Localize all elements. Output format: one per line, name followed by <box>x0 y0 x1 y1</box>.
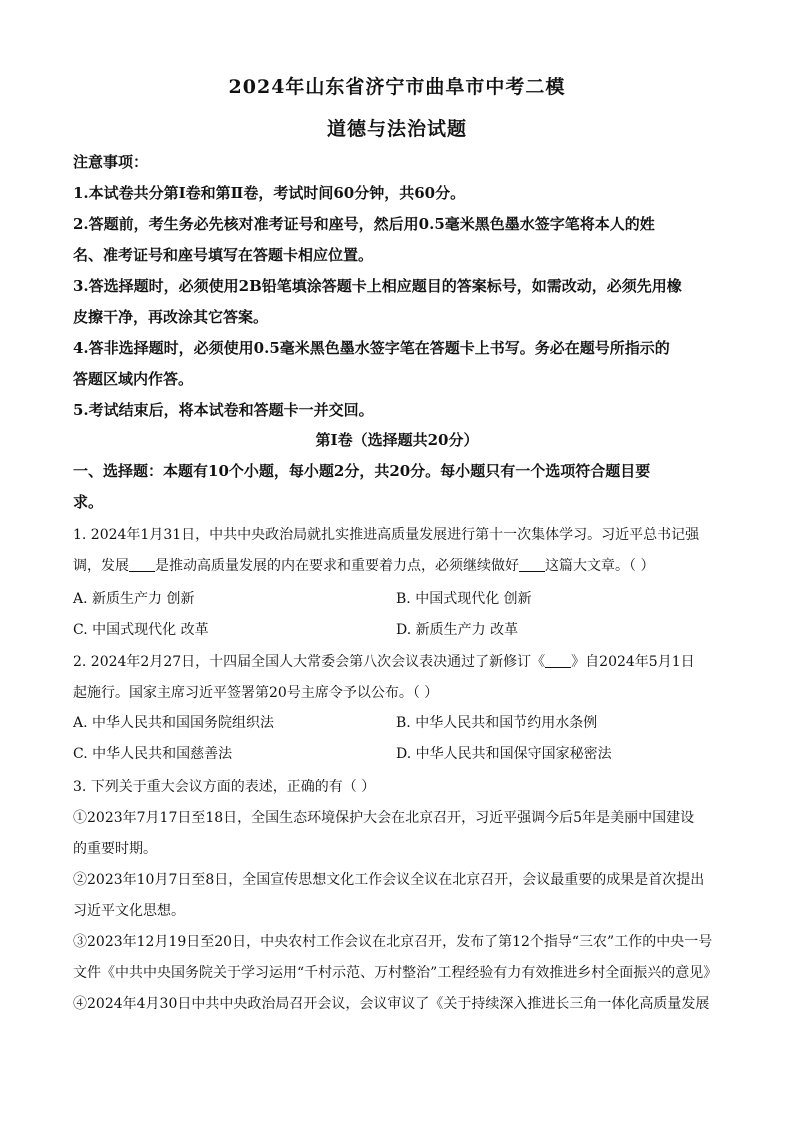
q2-option-c: C. 中华人民共和国慈善法 <box>73 746 233 762</box>
section-instruction: 一、选择题：本题有10个小题，每小题2分，共20分。每小题只有一个选项符合题目要 <box>73 462 651 480</box>
q1-option-c: C. 中国式现代化 改革 <box>73 622 209 638</box>
note-line: 1.本试卷共分第Ⅰ卷和第Ⅱ卷，考试时间60分钟，共60分。 <box>73 184 466 202</box>
q1-option-b: B. 中国式现代化 创新 <box>396 591 532 607</box>
q1-option-a: A. 新质生产力 创新 <box>73 591 195 607</box>
q3-item: ②2023年10月7日至8日，全国宣传思想文化工作会议全议在北京召开，会议最重要的成果是首次提出 <box>73 872 705 888</box>
exam-subtitle: 道德与法治试题 <box>326 118 467 140</box>
q3-item: 习近平文化思想。 <box>73 903 185 919</box>
q3-stem: 3. 下列关于重大会议方面的表述，正确的有（ ） <box>73 779 376 795</box>
section-instruction-end: 求。 <box>73 493 104 511</box>
q1-stem-part: 这篇大文章。（ ） <box>545 558 655 574</box>
q1-stem-part: 是推动高质量发展的内在要求和重要着力点，必须继续做好 <box>155 558 519 574</box>
q1-stem-line2 <box>73 555 733 575</box>
q2-stem-line1 <box>73 651 733 671</box>
note-line: 答题区域内作答。 <box>73 370 194 388</box>
q3-item: 文件《中共中央国务院关于学习运用“千村示范、万村整治”工程经验有力有效推进乡村全面振兴的意见》 <box>73 965 718 981</box>
note-line: 2.答题前，考生务必先核对准考证号和座号，然后用0.5毫米黑色墨水签字笔将本人的姓 <box>73 215 655 233</box>
note-line: 皮擦干净，再改涂其它答案。 <box>73 308 269 326</box>
exam-title: 2024年山东省济宁市曲阜市中考二模 <box>228 76 566 98</box>
q3-item: ③2023年12月19日至20日，中央农村工作会议在北京召开，发布了第12个指导“三农”工作的中央一号 <box>73 934 713 950</box>
q2-stem-part: 2. 2024年2月27日，十四届全国人大常委会第八次会议表决通过了新修订《 <box>73 654 546 670</box>
note-line: 5.考试结束后，将本试卷和答题卡一并交回。 <box>73 401 374 419</box>
answer-blank <box>129 557 155 572</box>
note-line: 名、准考证号和座号填写在答题卡相应位置。 <box>73 246 374 264</box>
q2-option-b: B. 中华人民共和国节约用水条例 <box>396 715 598 731</box>
q3-item: ④2024年4月30日中共中央政治局召开会议，会议审议了《关于持续深入推进长三角一体化高质量发展 <box>73 996 710 1012</box>
section-title: 第Ⅰ卷（选择题共20分） <box>315 431 479 449</box>
q2-stem-part: 》自2024年5月1日 <box>571 654 695 670</box>
q2-option-a: A. 中华人民共和国国务院组织法 <box>73 715 275 731</box>
q3-item: ①2023年7月17日至18日，全国生态环境保护大会在北京召开，习近平强调今后5年是美丽中国建设 <box>73 810 695 826</box>
note-line: 3.答选择题时，必须使用2B铅笔填涂答题卡上相应题目的答案标号，如需改动，必须先用橡 <box>73 277 682 295</box>
q1-option-d: D. 新质生产力 改革 <box>396 622 519 638</box>
q3-item: 的重要时期。 <box>73 841 157 857</box>
answer-blank <box>519 557 545 572</box>
q2-stem-line2: 起施行。国家主席习近平签署第20号主席令予以公布。（ ） <box>73 685 439 701</box>
note-line: 4.答非选择题时，必须使用0.5毫米黑色墨水签字笔在答题卡上书写。务必在题号所指示的 <box>73 339 670 357</box>
q1-stem-part: 调，发展 <box>73 558 129 574</box>
answer-blank <box>545 653 571 668</box>
q1-stem-line1: 1. 2024年1月31日，中共中央政治局就扎实推进高质量发展进行第十一次集体学习。习近平总书记强 <box>73 527 700 543</box>
q2-option-d: D. 中华人民共和国保守国家秘密法 <box>396 746 612 762</box>
notes-heading: 注意事项： <box>73 153 149 171</box>
